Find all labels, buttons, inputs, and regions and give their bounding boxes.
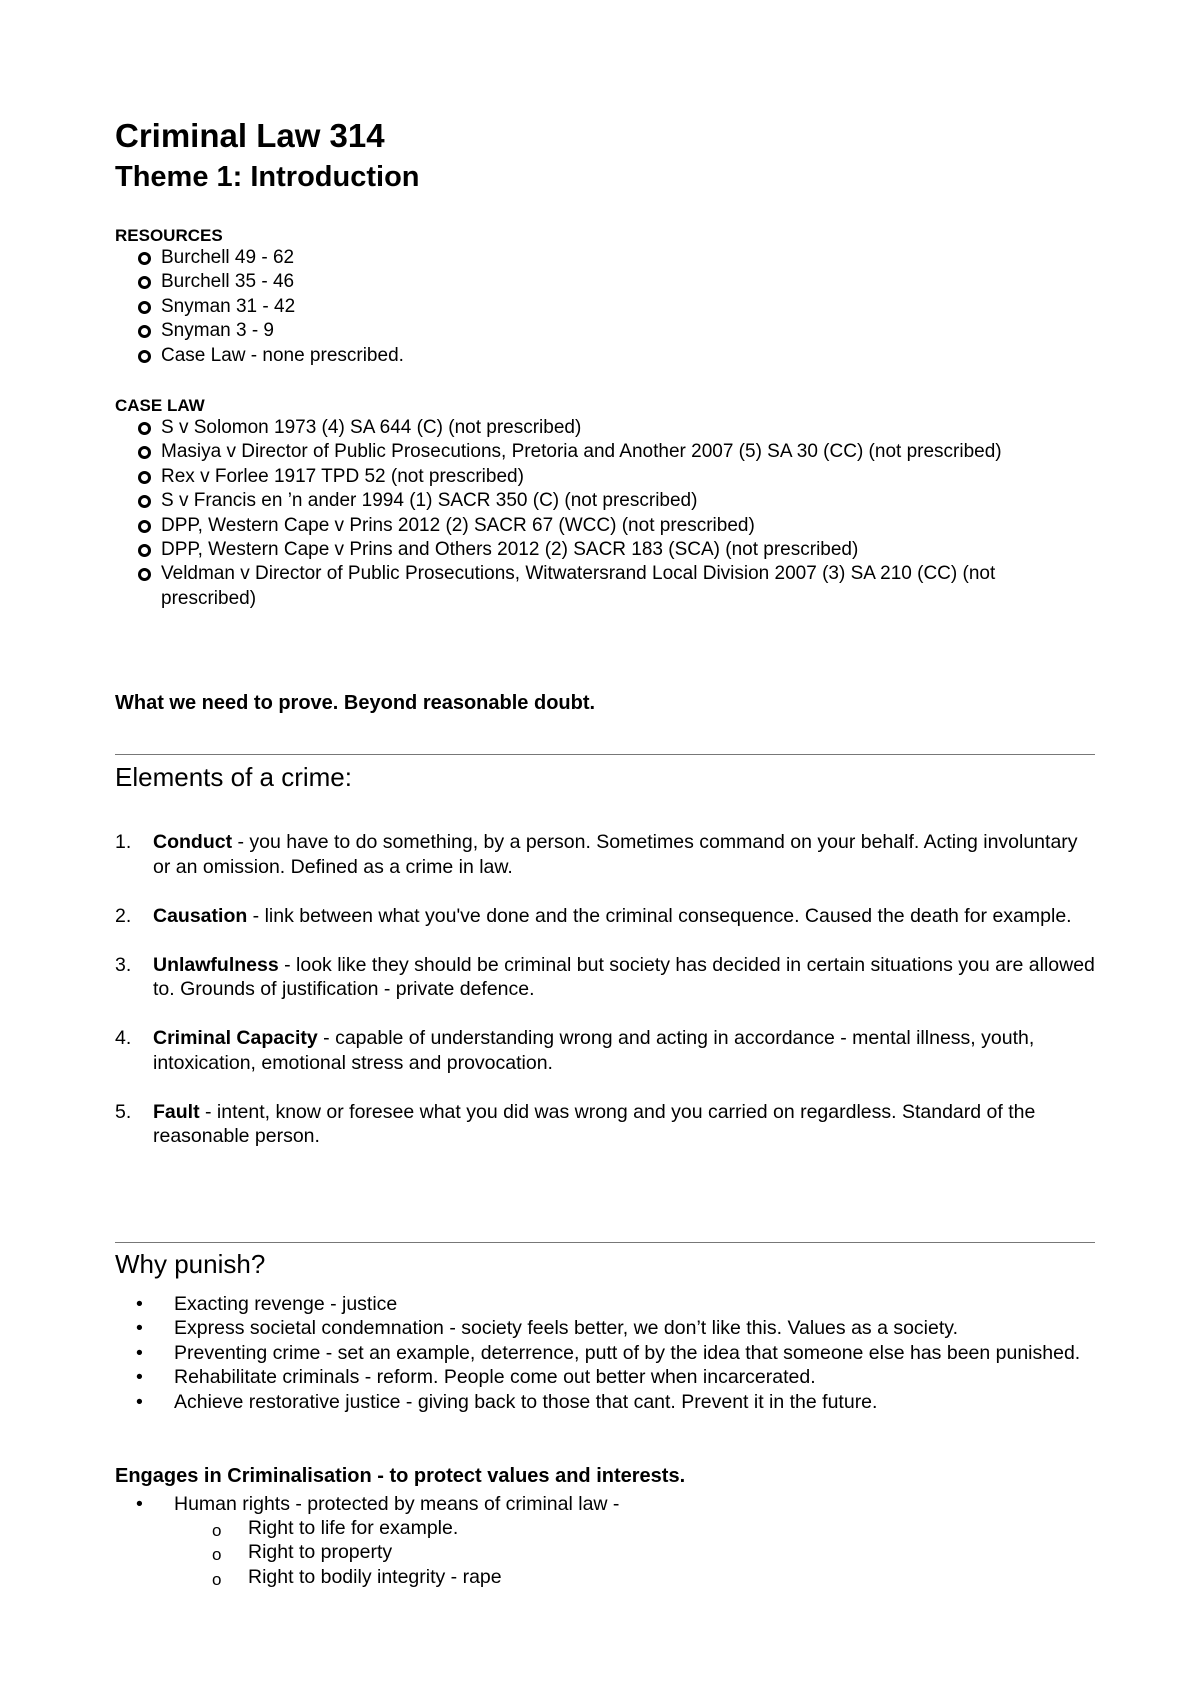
ring-bullet-icon (138, 325, 151, 338)
ring-bullet-icon (138, 252, 151, 265)
bullet-icon: • (136, 1390, 143, 1413)
resources-label: RESOURCES (115, 226, 223, 245)
ring-bullet-icon (138, 446, 151, 459)
case-law-label: CASE LAW (115, 396, 205, 415)
criminalisation-list (115, 1492, 1095, 1516)
prove-statement: What we need to prove. Beyond reasonable doubt. (115, 692, 596, 714)
section-divider (115, 1242, 1095, 1243)
ring-bullet-icon (138, 350, 151, 363)
circle-bullet-icon: o (212, 1545, 222, 1565)
ring-bullet-icon (138, 276, 151, 289)
list-item: • Achieve restorative justice - giving back to those that cant. Prevent it in the future. (136, 1390, 878, 1413)
list-item: o Right to life for example. (115, 1516, 1095, 1540)
list-item: • Rehabilitate criminals - reform. People come out better when incarcerated. (136, 1366, 816, 1389)
list-item: • Human rights - protected by means of criminal law - (136, 1493, 620, 1515)
criminalisation-heading: Engages in Criminalisation - to protect values and interests. (115, 1465, 686, 1487)
list-item: • Preventing crime - set an example, deterrence, putt of by the idea that someone else has been punished. (136, 1341, 1081, 1364)
list-item: S v Solomon 1973 (4) SA 644 (C) (not prescribed) (115, 416, 1095, 440)
bullet-icon: • (136, 1493, 143, 1515)
list-item: DPP, Western Cape v Prins 2012 (2) SACR 67 (WCC) (not prescribed) (115, 514, 1095, 538)
bullet-icon: • (136, 1317, 143, 1340)
ring-bullet-icon (138, 495, 151, 508)
case-law-list (115, 416, 1095, 611)
list-item: Burchell 35 - 46 (115, 270, 1095, 294)
ring-bullet-icon (138, 301, 151, 314)
ring-bullet-icon (138, 544, 151, 557)
why-punish-list (115, 1292, 1095, 1414)
list-item: 3. Unlawfulness - look like they should be criminal but society has decided in certain situations you are allowed to. Grounds of justification - private defence. (115, 953, 1095, 1000)
ring-bullet-icon (138, 568, 151, 581)
document-title: Criminal Law 314 (115, 117, 385, 154)
list-item: Case Law - none prescribed. (115, 344, 1095, 368)
list-item: • Exacting revenge - justice (136, 1293, 398, 1315)
list-item: DPP, Western Cape v Prins and Others 2012 (2) SACR 183 (SCA) (not prescribed) (115, 538, 1095, 562)
list-item: Snyman 31 - 42 (115, 295, 1095, 319)
list-item: 1. Conduct - you have to do something, by a person. Sometimes command on your behalf. Acting involuntary or an omission. Defined as a crime in law. (115, 831, 1078, 878)
section-divider (115, 754, 1095, 755)
resources-section (115, 226, 1095, 368)
bullet-icon: • (136, 1366, 143, 1389)
resources-list (115, 246, 1095, 368)
list-item: o Right to property (115, 1540, 1095, 1564)
ring-bullet-icon (138, 471, 151, 484)
circle-bullet-icon: o (212, 1569, 222, 1589)
list-item: Masiya v Director of Public Prosecutions, Pretoria and Another 2007 (5) SA 30 (CC) (not prescribed) (115, 440, 1095, 464)
document-subtitle: Theme 1: Introduction (115, 161, 420, 193)
criminalisation-sub-list (115, 1516, 1095, 1589)
list-item: • Express societal condemnation - society feels better, we don’t like this. Values as a society. (136, 1317, 958, 1340)
list-item: Rex v Forlee 1917 TPD 52 (not prescribed) (115, 465, 1095, 489)
list-item: Snyman 3 - 9 (115, 319, 1095, 343)
bullet-icon: • (136, 1341, 143, 1364)
why-punish-heading: Why punish? (115, 1249, 266, 1279)
list-item: 2. Causation - link between what you've done and the criminal consequence. Caused the death for example. (115, 904, 1072, 927)
list-item: 4. Criminal Capacity - capable of understanding wrong and acting in accordance - mental illness, youth, intoxication, emotional stress and provocation. (115, 1027, 1035, 1074)
case-law-section (115, 396, 1095, 611)
ring-bullet-icon (138, 520, 151, 533)
list-item: S v Francis en ’n ander 1994 (1) SACR 350 (C) (not prescribed) (115, 489, 1095, 513)
list-item: o Right to bodily integrity - rape (115, 1565, 1095, 1589)
circle-bullet-icon: o (212, 1521, 222, 1540)
list-item: Veldman v Director of Public Prosecutions, Witwatersrand Local Division 2007 (3) SA 210 (CC) (not prescribed) (115, 562, 1095, 611)
bullet-icon: • (136, 1293, 143, 1315)
list-item: Burchell 49 - 62 (115, 246, 1095, 270)
ring-bullet-icon (138, 422, 151, 435)
elements-list (115, 830, 1095, 1173)
elements-heading: Elements of a crime: (115, 762, 352, 792)
list-item: 5. Fault - intent, know or foresee what you did was wrong and you carried on regardless. Standard of the reasonable person. (115, 1100, 1036, 1147)
